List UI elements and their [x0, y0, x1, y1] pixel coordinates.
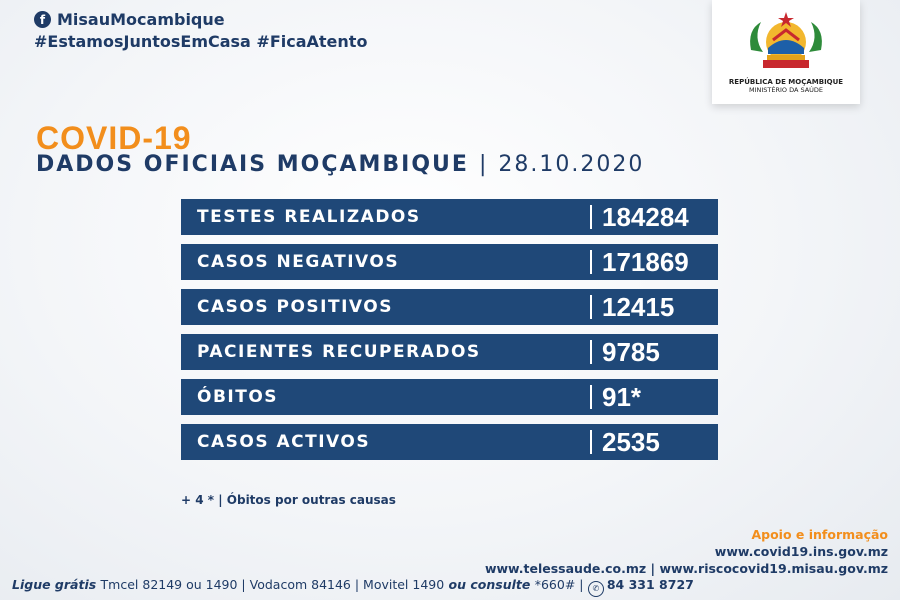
- page-subtitle: [36, 152, 644, 177]
- support-heading: Apoio e informação: [751, 527, 888, 542]
- stat-divider: [590, 250, 592, 274]
- subtitle-main: DADOS OFICIAIS MOÇAMBIQUE: [36, 152, 469, 177]
- page-title: COVID-19: [36, 120, 192, 156]
- stat-row-activos: [181, 424, 718, 460]
- facebook-icon: f: [34, 11, 51, 28]
- emblem-ministry: MINISTÉRIO DA SAÚDE: [748, 86, 824, 94]
- facebook-line: [34, 10, 367, 29]
- stat-value: 2535: [602, 426, 660, 457]
- stat-divider: [590, 385, 592, 409]
- contact-line: [12, 577, 694, 597]
- facebook-handle: MisauMocambique: [57, 10, 225, 29]
- stat-row-testes: [181, 199, 718, 235]
- stat-divider: [590, 340, 592, 364]
- stat-row-obitos: [181, 379, 718, 415]
- contact-code: *660# |: [534, 577, 584, 592]
- stat-label: PACIENTES RECUPERADOS: [197, 342, 481, 362]
- stat-divider: [590, 205, 592, 229]
- stat-row-negativos: [181, 244, 718, 280]
- stat-value: 91*: [602, 381, 642, 412]
- report-date: 28.10.2020: [498, 152, 645, 177]
- emblem-country: REPÚBLICA DE MOÇAMBIQUE: [728, 78, 844, 86]
- whatsapp-icon: ✆: [588, 581, 604, 597]
- contact-or: ou consulte: [448, 577, 531, 592]
- subtitle-separator: |: [478, 152, 489, 177]
- hashtags: #EstamosJuntosEmCasa #FicaAtento: [34, 32, 368, 51]
- stat-label: TESTES REALIZADOS: [197, 207, 421, 227]
- website-links[interactable]: www.telessaude.co.mz | www.riscocovid19.misau.gov.mz: [484, 561, 888, 576]
- stat-value: 171869: [602, 246, 689, 277]
- stat-label: CASOS ACTIVOS: [197, 432, 371, 452]
- stat-value: 12415: [602, 291, 675, 322]
- stat-row-positivos: [181, 289, 718, 325]
- stat-value: 9785: [602, 336, 660, 367]
- stat-divider: [590, 430, 592, 454]
- stats-table: [181, 199, 718, 469]
- national-emblem-icon: [743, 10, 829, 76]
- stat-label: CASOS POSITIVOS: [197, 297, 393, 317]
- contact-numbers: Tmcel 82149 ou 1490 | Vodacom 84146 | Movitel 1490: [100, 577, 445, 592]
- contact-lead: Ligue grátis: [12, 577, 97, 592]
- stat-row-recuperados: [181, 334, 718, 370]
- stat-label: CASOS NEGATIVOS: [197, 252, 400, 272]
- footnote: + 4 * | Óbitos por outras causas: [181, 493, 396, 507]
- website-link-ins[interactable]: www.covid19.ins.gov.mz: [714, 544, 888, 559]
- whatsapp-number[interactable]: 84 331 8727: [606, 577, 694, 592]
- social-header: [34, 10, 367, 51]
- emblem-card: [712, 0, 860, 104]
- stat-label: ÓBITOS: [197, 387, 279, 407]
- stat-value: 184284: [602, 201, 689, 232]
- stat-divider: [590, 295, 592, 319]
